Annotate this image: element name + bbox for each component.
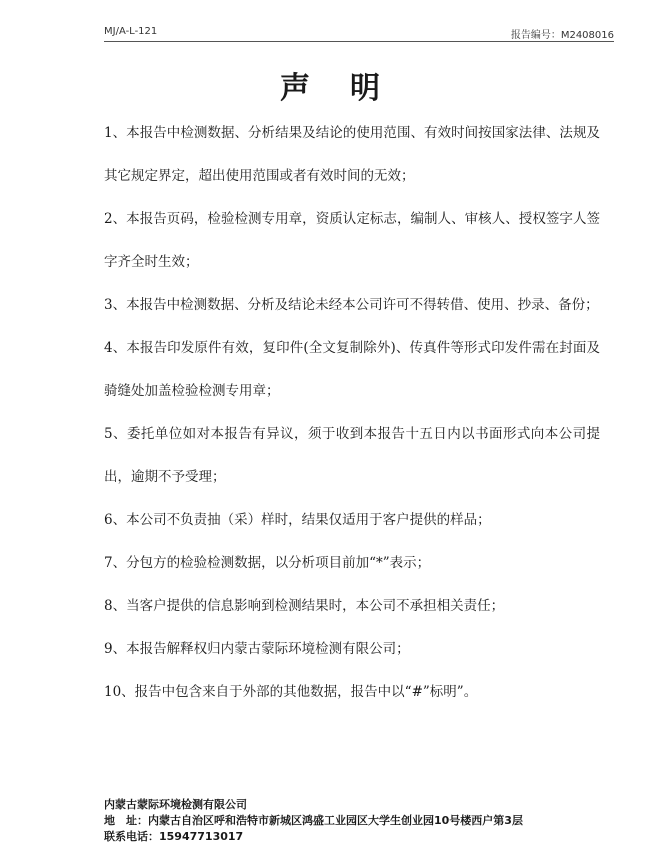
statement-item: 1、本报告中检测数据、分析结果及结论的使用范围、有效时间按国家法律、法规及其它规定界定，超出使用范围或者有效时间的无效；: [104, 125, 600, 184]
company-name: 内蒙古蒙际环境检测有限公司: [104, 798, 247, 811]
statement-item: 6、本公司不负责抽（采）样时，结果仅适用于客户提供的样品；: [104, 512, 491, 528]
statement-item: 9、本报告解释权归内蒙古蒙际环境检测有限公司；: [104, 641, 410, 657]
statement-item: 8、当客户提供的信息影响到检测结果时，本公司不承担相关责任；: [104, 598, 505, 614]
company-phone: 联系电话：15947713017: [104, 830, 244, 843]
statement-item: 4、本报告印发原件有效，复印件(全文复制除外)、传真件等形式印发件需在封面及骑缝处加盖检验检测专用章；: [104, 340, 600, 399]
company-address: 地 址：内蒙古自治区呼和浩特市新城区鸿盛工业园区大学生创业园10号楼西户第3层: [104, 814, 523, 827]
page-title: 声明: [280, 71, 420, 106]
document-code: MJ/A-L-121: [104, 26, 158, 37]
header-divider: [104, 41, 614, 42]
statement-item: 10、报告中包含来自于外部的其他数据，报告中以“#”标明”。: [104, 684, 478, 700]
report-number: 报告编号：M2408016: [510, 30, 614, 41]
statement-list: [104, 112, 600, 714]
statement-item: 3、本报告中检测数据、分析及结论未经本公司许可不得转借、使用、抄录、备份；: [104, 297, 599, 313]
statement-item: 7、分包方的检验检测数据，以分析项目前加“*”表示；: [104, 555, 431, 571]
statement-item: 5、委托单位如对本报告有异议，须于收到本报告十五日内以书面形式向本公司提出，逾期不予受理；: [104, 426, 600, 485]
company-footer: [104, 797, 523, 845]
statement-item: 2、本报告页码，检验检测专用章，资质认定标志，编制人、审核人、授权签字人签字齐全时生效；: [104, 211, 600, 270]
